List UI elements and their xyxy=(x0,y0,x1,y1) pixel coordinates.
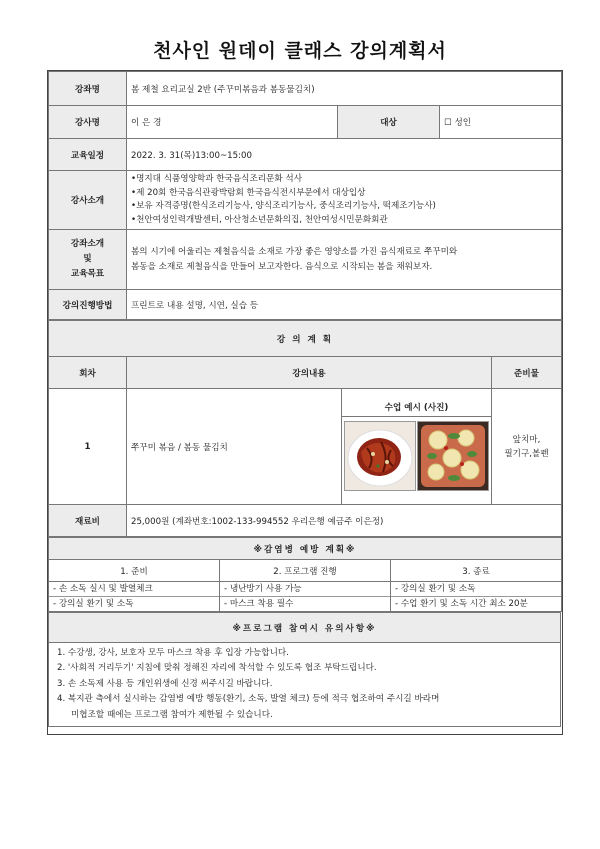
session-number: 1 xyxy=(49,389,127,505)
spring-cabbage-water-kimchi-photo xyxy=(417,421,489,491)
date-label: 교육일정 xyxy=(49,139,127,171)
note-item: 3. 손 소독제 사용 등 개인위생에 신경 써주시길 바랍니다. xyxy=(57,678,273,689)
photo-cell xyxy=(342,389,492,505)
target-label: 대상 xyxy=(338,106,440,139)
method-value: 프린트로 내용 설명, 시연, 실습 등 xyxy=(127,290,562,320)
method-label: 강의진행방법 xyxy=(49,290,127,320)
fee-label: 재료비 xyxy=(49,505,127,537)
goal-label xyxy=(49,230,127,290)
note-item: 2. '사회적 거리두기' 지침에 맞춰 정해진 자리에 착석할 수 있도록 협조 부탁드립니다. xyxy=(57,663,377,674)
phase-end-items xyxy=(391,582,562,612)
instructor-value: 이 은 경 xyxy=(127,106,338,139)
supplies xyxy=(492,389,562,505)
instructor-label: 강사명 xyxy=(49,106,127,139)
goal-text xyxy=(127,230,562,290)
goal-label-line: 교육목표 xyxy=(70,269,105,279)
notes-title: ※프로그램 참여시 유의사항※ xyxy=(49,613,561,643)
info-table xyxy=(48,71,562,320)
course-label: 강좌명 xyxy=(49,72,127,106)
document-title: 천사인 원데이 클래스 강의계획서 xyxy=(153,40,447,62)
col-supplies: 준비물 xyxy=(492,357,562,389)
target-checkbox[interactable]: ☐ xyxy=(444,118,452,128)
notes-table xyxy=(48,612,561,727)
phase-item: - 냉난방기 사용 가능 xyxy=(220,582,390,597)
plan-table xyxy=(48,320,562,537)
photo-caption: 수업 예시 (사진) xyxy=(342,398,491,417)
intro-item: •천안여성인력개발센터, 아산청소년문화의집, 천안여성시민문화회관 xyxy=(131,214,388,225)
goal-label-line: 및 xyxy=(83,254,92,264)
col-session: 회차 xyxy=(49,357,127,389)
course-value: 봄 제철 요리교실 2반 (주꾸미볶음과 봄동물김치) xyxy=(127,72,562,106)
supplies-line: 앞치마, xyxy=(512,434,541,445)
intro-item: •보유 자격증명(한식조리기능사, 양식조리기능사, 중식조리기능사, 떡제조기능사) xyxy=(131,201,436,211)
goal-label-line: 강좌소개 xyxy=(70,239,105,249)
target-cell xyxy=(440,106,562,139)
goal-line: 봄동을 소재로 제철음식을 만들어 보고자한다. 음식으로 시작되는 봄을 채워보자. xyxy=(131,261,433,272)
phase-item: - 강의실 환기 및 소독 xyxy=(391,582,561,597)
phase-item: - 수업 환기 및 소독 시간 최소 20분 xyxy=(395,599,528,609)
plan-frame xyxy=(47,70,563,735)
fee-value: 25,000원 (계좌번호:1002-133-994552 우리은행 예금주 이은정) xyxy=(127,505,562,537)
supplies-line: 필기구,볼펜 xyxy=(504,448,549,459)
prevention-table xyxy=(48,537,562,612)
phase-item: - 손 소독 실시 및 발열체크 xyxy=(49,582,219,597)
phase-progress-items xyxy=(220,582,391,612)
session-content: 쭈꾸미 볶음 / 봄동 물김치 xyxy=(127,389,342,505)
note-item: 4. 복지관 측에서 실시하는 감염병 예방 행동(환기, 소독, 발열 체크) 등에 적극 협조하여 주시길 바라며 xyxy=(57,694,440,705)
stir-fried-webfoot-octopus-photo xyxy=(344,421,416,491)
phase-end: 3. 종료 xyxy=(391,560,562,582)
intro-label: 강사소개 xyxy=(49,171,127,230)
date-value: 2022. 3. 31(목)13:00~15:00 xyxy=(127,139,562,171)
target-value: 성인 xyxy=(454,118,472,128)
plan-section-title: 강 의 계 획 xyxy=(49,321,562,357)
phase-progress: 2. 프로그램 진행 xyxy=(220,560,391,582)
goal-line: 봄의 시기에 어울리는 제철음식을 소재로 가장 좋은 영양소를 가진 음식재료로 쭈꾸미와 xyxy=(131,246,458,257)
intro-list xyxy=(127,171,562,230)
phase-prepare-items xyxy=(49,582,220,612)
intro-item: •제 20회 한국음식관광박람회 한국음식전시부문에서 대상입상 xyxy=(131,187,366,198)
intro-item: •명지대 식품영양학과 한국음식조리문화 석사 xyxy=(131,174,302,184)
phase-item: - 강의실 환기 및 소독 xyxy=(53,599,134,609)
notes-list xyxy=(49,643,561,727)
prevention-title: ※감염병 예방 계획※ xyxy=(49,538,562,560)
col-content: 강의내용 xyxy=(127,357,492,389)
phase-prepare: 1. 준비 xyxy=(49,560,220,582)
note-item-continued: 미협조할 때에는 프로그램 참여가 제한될 수 있습니다. xyxy=(71,709,273,720)
note-item: 1. 수강생, 강사, 보호자 모두 마스크 착용 후 입장 가능합니다. xyxy=(57,647,289,658)
phase-item: - 마스크 착용 필수 xyxy=(224,599,294,609)
